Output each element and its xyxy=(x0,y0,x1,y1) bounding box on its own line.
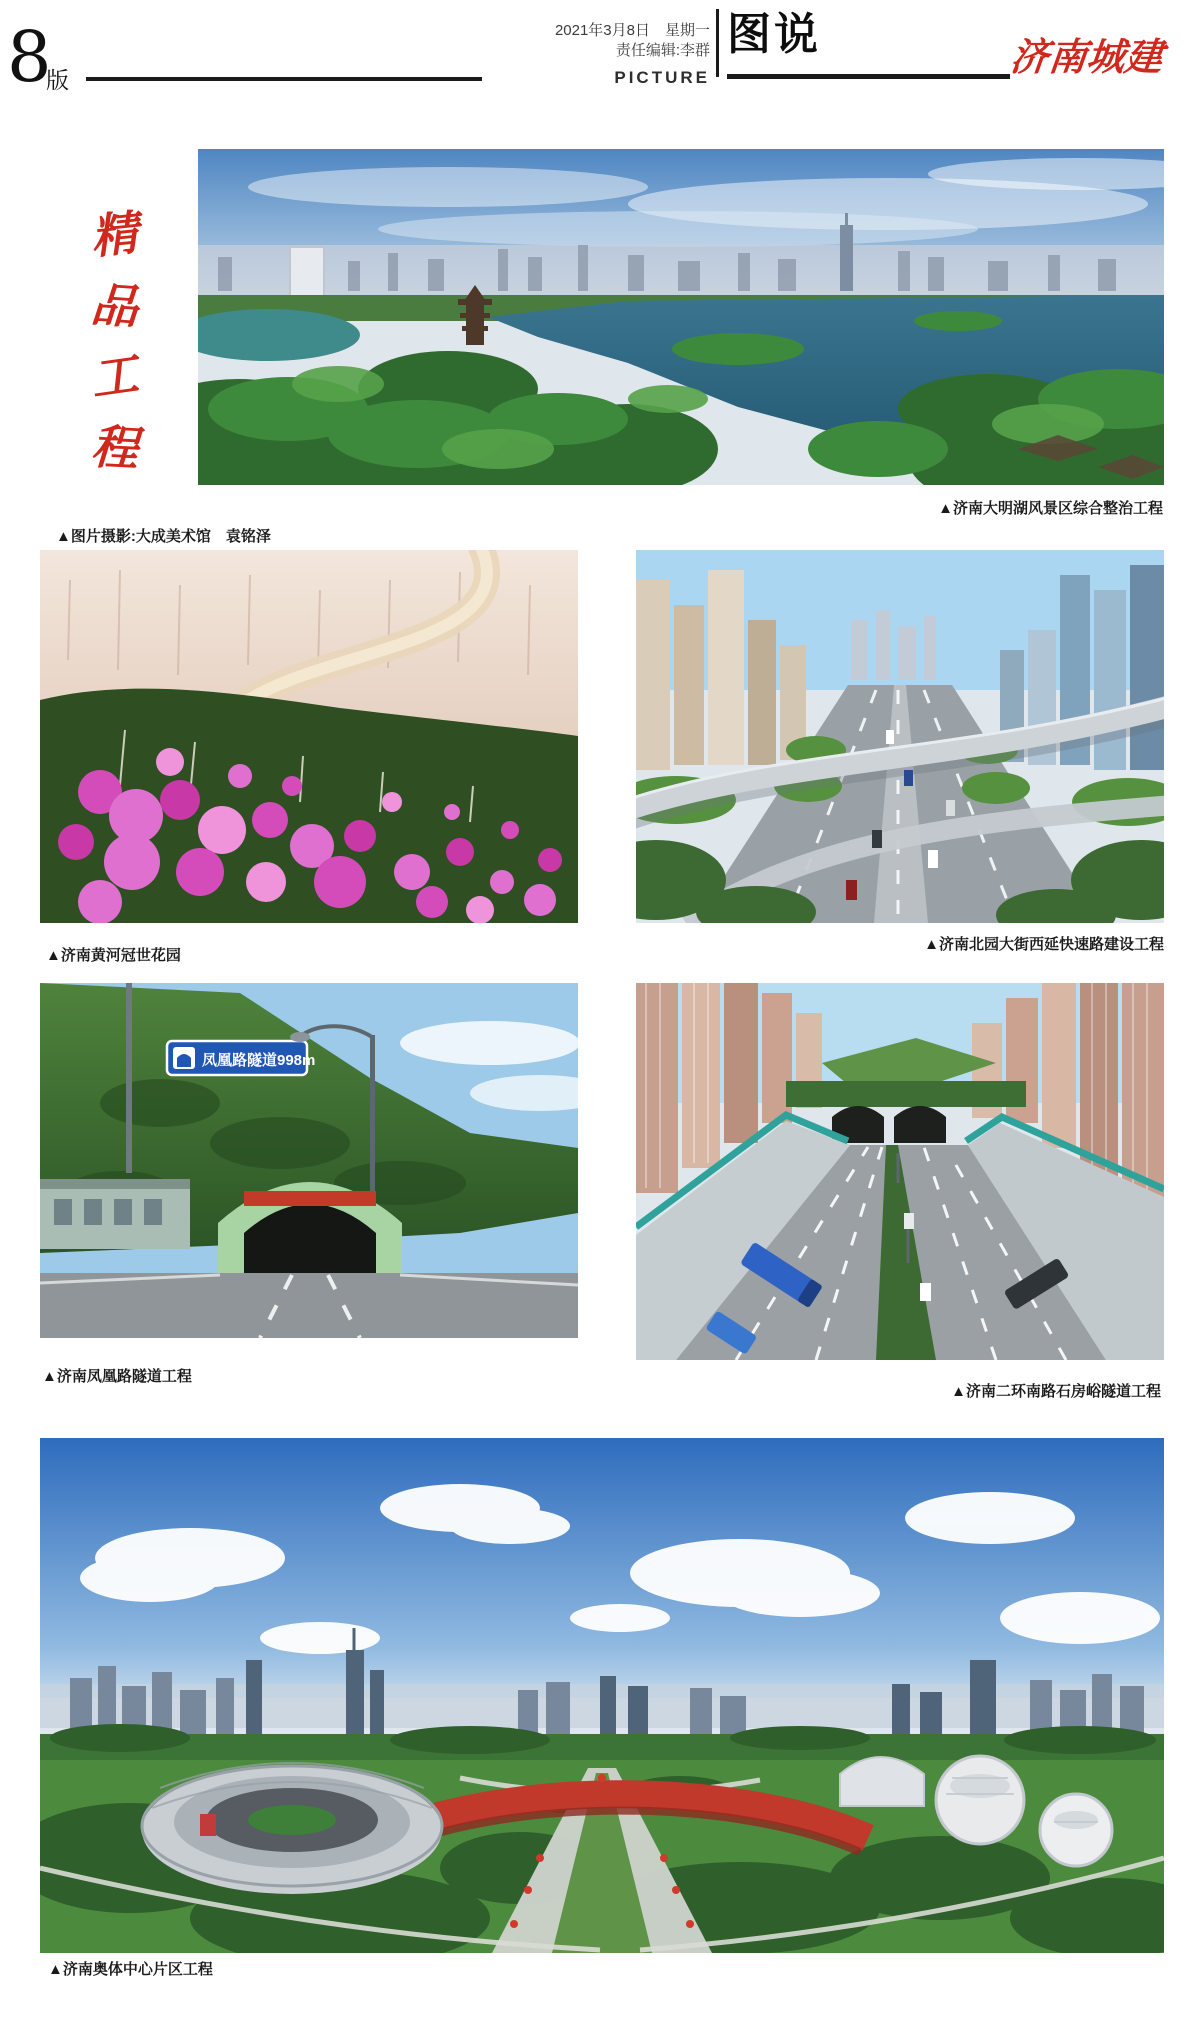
page-word: 版 xyxy=(46,68,69,94)
page-number: 8 xyxy=(7,16,52,98)
photo-shifangyu-tunnel xyxy=(636,983,1164,1360)
column-title-vertical xyxy=(86,205,142,478)
section-title: 图说 xyxy=(727,10,821,59)
shifangyu-tunnel-illustration xyxy=(636,983,1164,1360)
column-char-1: 精 xyxy=(87,205,141,266)
beiyuan-expressway-illustration xyxy=(636,550,1164,923)
column-char-4: 程 xyxy=(89,419,139,478)
caption-beiyuan-expressway: ▲济南北园大街西延快速路建设工程 xyxy=(924,936,1164,953)
caption-photo-credit: ▲图片摄影:大成美术馆 袁铭泽 xyxy=(56,528,271,545)
section-english: PICTURE xyxy=(614,67,710,87)
fenghuang-tunnel-illustration xyxy=(40,983,578,1338)
header-vertical-divider xyxy=(716,9,719,77)
caption-daming-lake: ▲济南大明湖风景区综合整治工程 xyxy=(938,500,1163,517)
photo-beiyuan-expressway xyxy=(636,550,1164,923)
huanghe-garden-illustration xyxy=(40,550,578,923)
daming-lake-illustration xyxy=(198,149,1164,485)
column-char-3: 工 xyxy=(86,346,142,409)
masthead-brand: 济南城建 xyxy=(1008,34,1166,79)
caption-aoti-center: ▲济南奥体中心片区工程 xyxy=(48,1961,213,1978)
date-line: 2021年3月8日 星期一 xyxy=(554,22,710,39)
photo-daming-lake xyxy=(198,149,1164,485)
header-rule-right xyxy=(727,74,1010,79)
tunnel-sign-text: 凤凰路隧道998m xyxy=(202,1052,316,1069)
caption-shifangyu-tunnel: ▲济南二环南路石房峪隧道工程 xyxy=(951,1383,1161,1400)
photo-huanghe-garden xyxy=(40,550,578,923)
editor-line: 责任编辑:李群 xyxy=(615,42,710,60)
caption-huanghe-garden: ▲济南黄河冠世花园 xyxy=(46,947,181,964)
header-date-block xyxy=(420,21,710,89)
column-char-2: 品 xyxy=(88,277,140,336)
photo-aoti-center xyxy=(40,1438,1164,1953)
caption-fenghuang-tunnel: ▲济南凤凰路隧道工程 xyxy=(42,1368,192,1385)
photo-fenghuang-tunnel xyxy=(40,983,578,1338)
aoti-center-illustration xyxy=(40,1438,1164,1953)
